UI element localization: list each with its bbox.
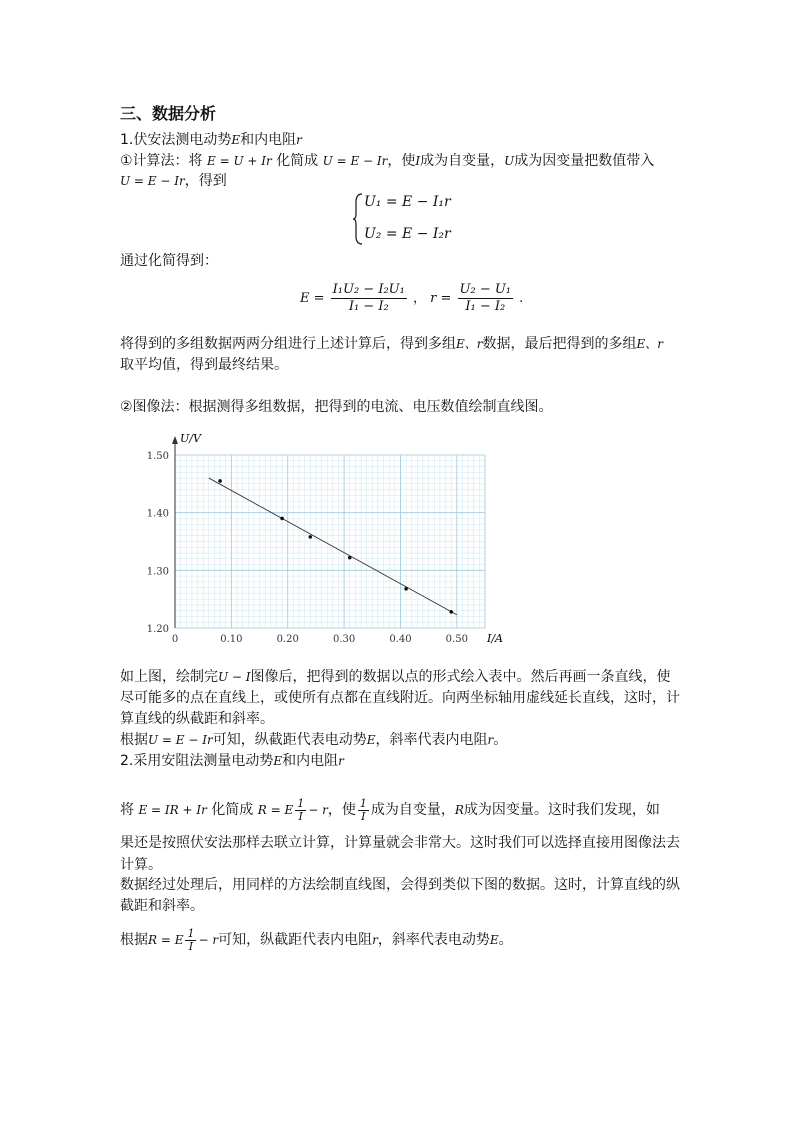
left-brace-icon [352,192,364,246]
average-text-line-1: 将得到的多组数据两两分组进行上述计算后，得到多组E、r数据，最后把得到的多组E、r [120,336,663,352]
calc-method-line-2: U = E − Ir，得到 [120,173,227,189]
x-tick-label: 0.10 [220,634,243,645]
chart-y-label: U/V [180,432,201,445]
after-chart-line-2: 尽可能多的点在直线上，或使所有点都在直线附近。向两坐标轴用虚线延长直线，这时，计 [120,690,680,706]
subsection-1-title: 1.伏安法测电动势E和内电阻r [120,132,302,148]
y-tick-label: 1.40 [146,508,169,520]
basis-2-line: 根据R = E $\frac{1}{I}$ − r可知，纵截距代表内电阻r，斜率代表电动势E。 [120,926,513,953]
data-point [218,479,222,483]
method-2-line-2: 果还是按照伏安法那样去联立计算，计算量就会非常大。这时我们可以选择直接用图像法去 [120,835,680,851]
data-point [308,535,312,539]
result-r-lhs: r = [430,291,452,306]
result-r-denominator: I₁ − I₂ [465,299,506,314]
method-2-line-5: 截距和斜率。 [120,898,204,914]
result-formulas: E = $\frac{\text{I₁U₂ − I₂U₁}}{\text{I₁ − I₂}}$ ， r = $\frac{\text{U₂ − U₁}}{\text{I₁ − I₂}}$ . [300,282,524,314]
system-equation-1: U₁ = E − I₁r [364,194,451,210]
method-2-line-3: 计算。 [120,857,162,873]
result-r-numerator: U₂ − U₁ [459,282,512,297]
subsection-2-title: 2.采用安阻法测量电动势E和内电阻r [120,753,344,769]
method-2-line-4: 数据经过处理后，用同样的方法绘制直线图，会得到类似下图的数据。这时，计算直线的纵 [120,877,680,893]
result-E-lhs: E = [300,291,325,306]
y-axis-arrow-icon [172,436,178,444]
data-point [280,517,284,521]
x-tick-label: 0.30 [332,634,356,645]
data-point [449,610,453,614]
data-point [404,587,408,591]
section-title: 三、数据分析 [120,104,217,123]
result-E-fraction [331,282,407,315]
y-tick-label: 1.30 [146,566,169,578]
x-tick-label: 0 [171,634,179,645]
result-r-fraction [458,282,514,315]
x-tick-label: 0.40 [389,634,412,645]
calc-method-line-1: ①计算法：将 E = U + Ir 化简成 U = E − Ir，使I成为自变量，U成为因变量把数值带入 [120,153,655,169]
chart-x-label: I/A [487,632,503,645]
y-tick-label: 1.50 [146,451,169,462]
result-E-denominator: I₁ − I₂ [348,299,389,314]
basis-1-line: 根据U = E − Ir可知，纵截距代表电动势E，斜率代表内电阻r。 [120,732,508,748]
method-2-line-1: 将 E = IR + Ir 化简成 R = E $\frac{1}{I}$ − r，使 $\frac{1}{I}$ 成为自变量，R成为因变量。这时我们发现，如 [120,796,660,823]
y-tick-label: 1.20 [146,624,169,635]
data-point [348,556,352,560]
u-i-chart [130,430,530,650]
system-equation-2: U₂ = E − I₂r [364,226,451,242]
after-chart-line-3: 算直线的纵截距和斜率。 [120,711,274,727]
x-tick-label: 0.50 [445,634,468,645]
average-text-line-2: 取平均值，得到最终结果。 [120,357,288,373]
graph-method-text: ②图像法：根据测得多组数据，把得到的电流、电压数值绘制直线图。 [120,399,553,415]
simplify-text: 通过化简得到： [120,253,218,269]
after-chart-line-1: 如上图，绘制完U − I图像后，把得到的数据以点的形式绘入表中。然后再画一条直线，使 [120,669,671,685]
x-tick-label: 0.20 [276,634,299,645]
result-E-numerator: I₁U₂ − I₂U₁ [332,282,405,297]
